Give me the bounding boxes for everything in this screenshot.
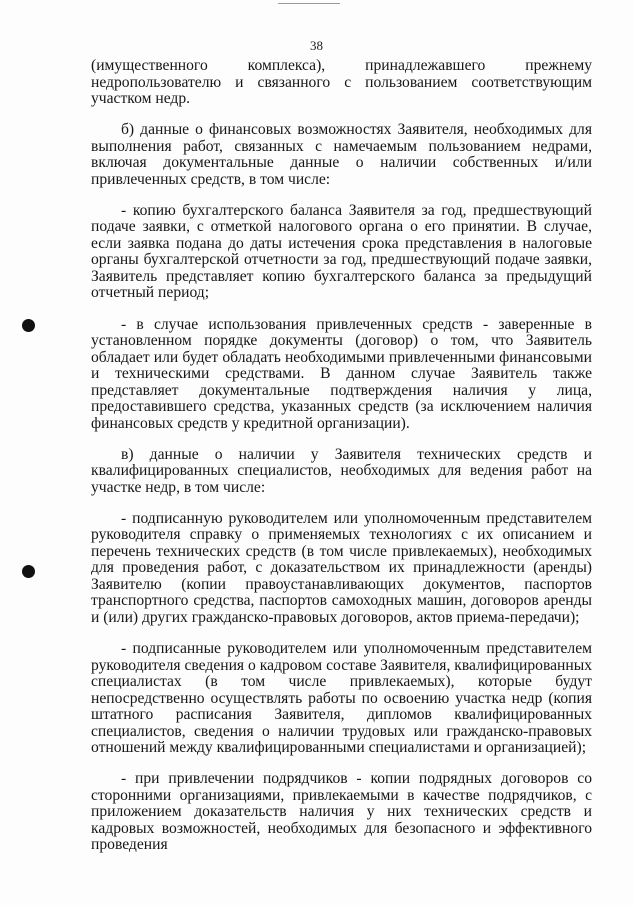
paragraph-continuation: (имущественного комплекса), принадлежавшего прежнему недропользователю и связанного с пользованием соответствующим участком недр. — [91, 57, 592, 107]
page-number: 38 — [310, 38, 323, 53]
paragraph-financial-data: б) данные о финансовых возможностях Заявителя, необходимых для выполнения работ, связанных с намечаемым пользованием недрами, включая документальные данные о наличии собственных и/или привлеченных средств, в том числе: — [91, 121, 592, 188]
paragraph-balance-copy: - копию бухгалтерского баланса Заявителя за год, предшествующий подаче заявки, с отметкой налогового органа о его принятии. В случае, если заявка подана до даты истечения срока представления в налоговые органы бухгалтерской отчетности за год, предшествующий подаче заявки, Заявитель представляет копию бухгалтерского баланса за предыдущий отчетный период; — [91, 201, 592, 302]
paragraph-borrowed-funds: - в случае использования привлеченных средств - заверенные в установленном порядке документы (договор) о том, что Заявитель обладает или будет обладать необходимыми привлеченными финансовыми и техническими средствами. В данном случае Заявитель также представляет документальные подтверждения наличия у лица, предоставившего средства, указанных средств (за исключением наличия финансовых средств у кредитной организации). — [91, 315, 592, 432]
paragraph-technical-data: в) данные о наличии у Заявителя технических средств и квалифицированных специалистов, необходимых для ведения работ на участке недр, в том числе: — [91, 445, 592, 496]
paragraph-technology-reference: - подписанную руководителем или уполномоченным представителем руководителя справку о применяемых технологиях с их описанием и перечень технических средств (в том числе привлекаемых), необходимых для проведения работ, с доказательством их принадлежности (аренды) Заявителю (копии правоустанавливающих документов, паспортов транспортного средства, паспортов самоходных машин, договоров аренды и (или) других гражданско-правовых договоров, актов приема-передачи); — [91, 509, 592, 626]
punch-hole-bottom — [22, 565, 35, 578]
paragraph-staff-info: - подписанные руководителем или уполномоченным представителем руководителя сведения о кадровом составе Заявителя, квалифицированных специалистах (в том числе привлекаемых), которые будут непосредственно осуществлять работы по освоению участка недр (копия штатного расписания Заявителя, дипломов квалифицированных специалистов, сведения о наличии трудовых или гражданско-правовых отношений между квалифицированными специалистами и организацией); — [91, 640, 592, 757]
document-body — [91, 58, 592, 869]
paragraph-contractors: - при привлечении подрядчиков - копии подрядных договоров со сторонними организациями, привлекаемыми в качестве подрядчиков, с приложением доказательств наличия у них технических средств и кадровых возможностей, необходимых для безопасного и эффективного проведения — [91, 770, 592, 854]
punch-hole-top — [22, 319, 35, 332]
top-edge-line — [278, 3, 340, 4]
